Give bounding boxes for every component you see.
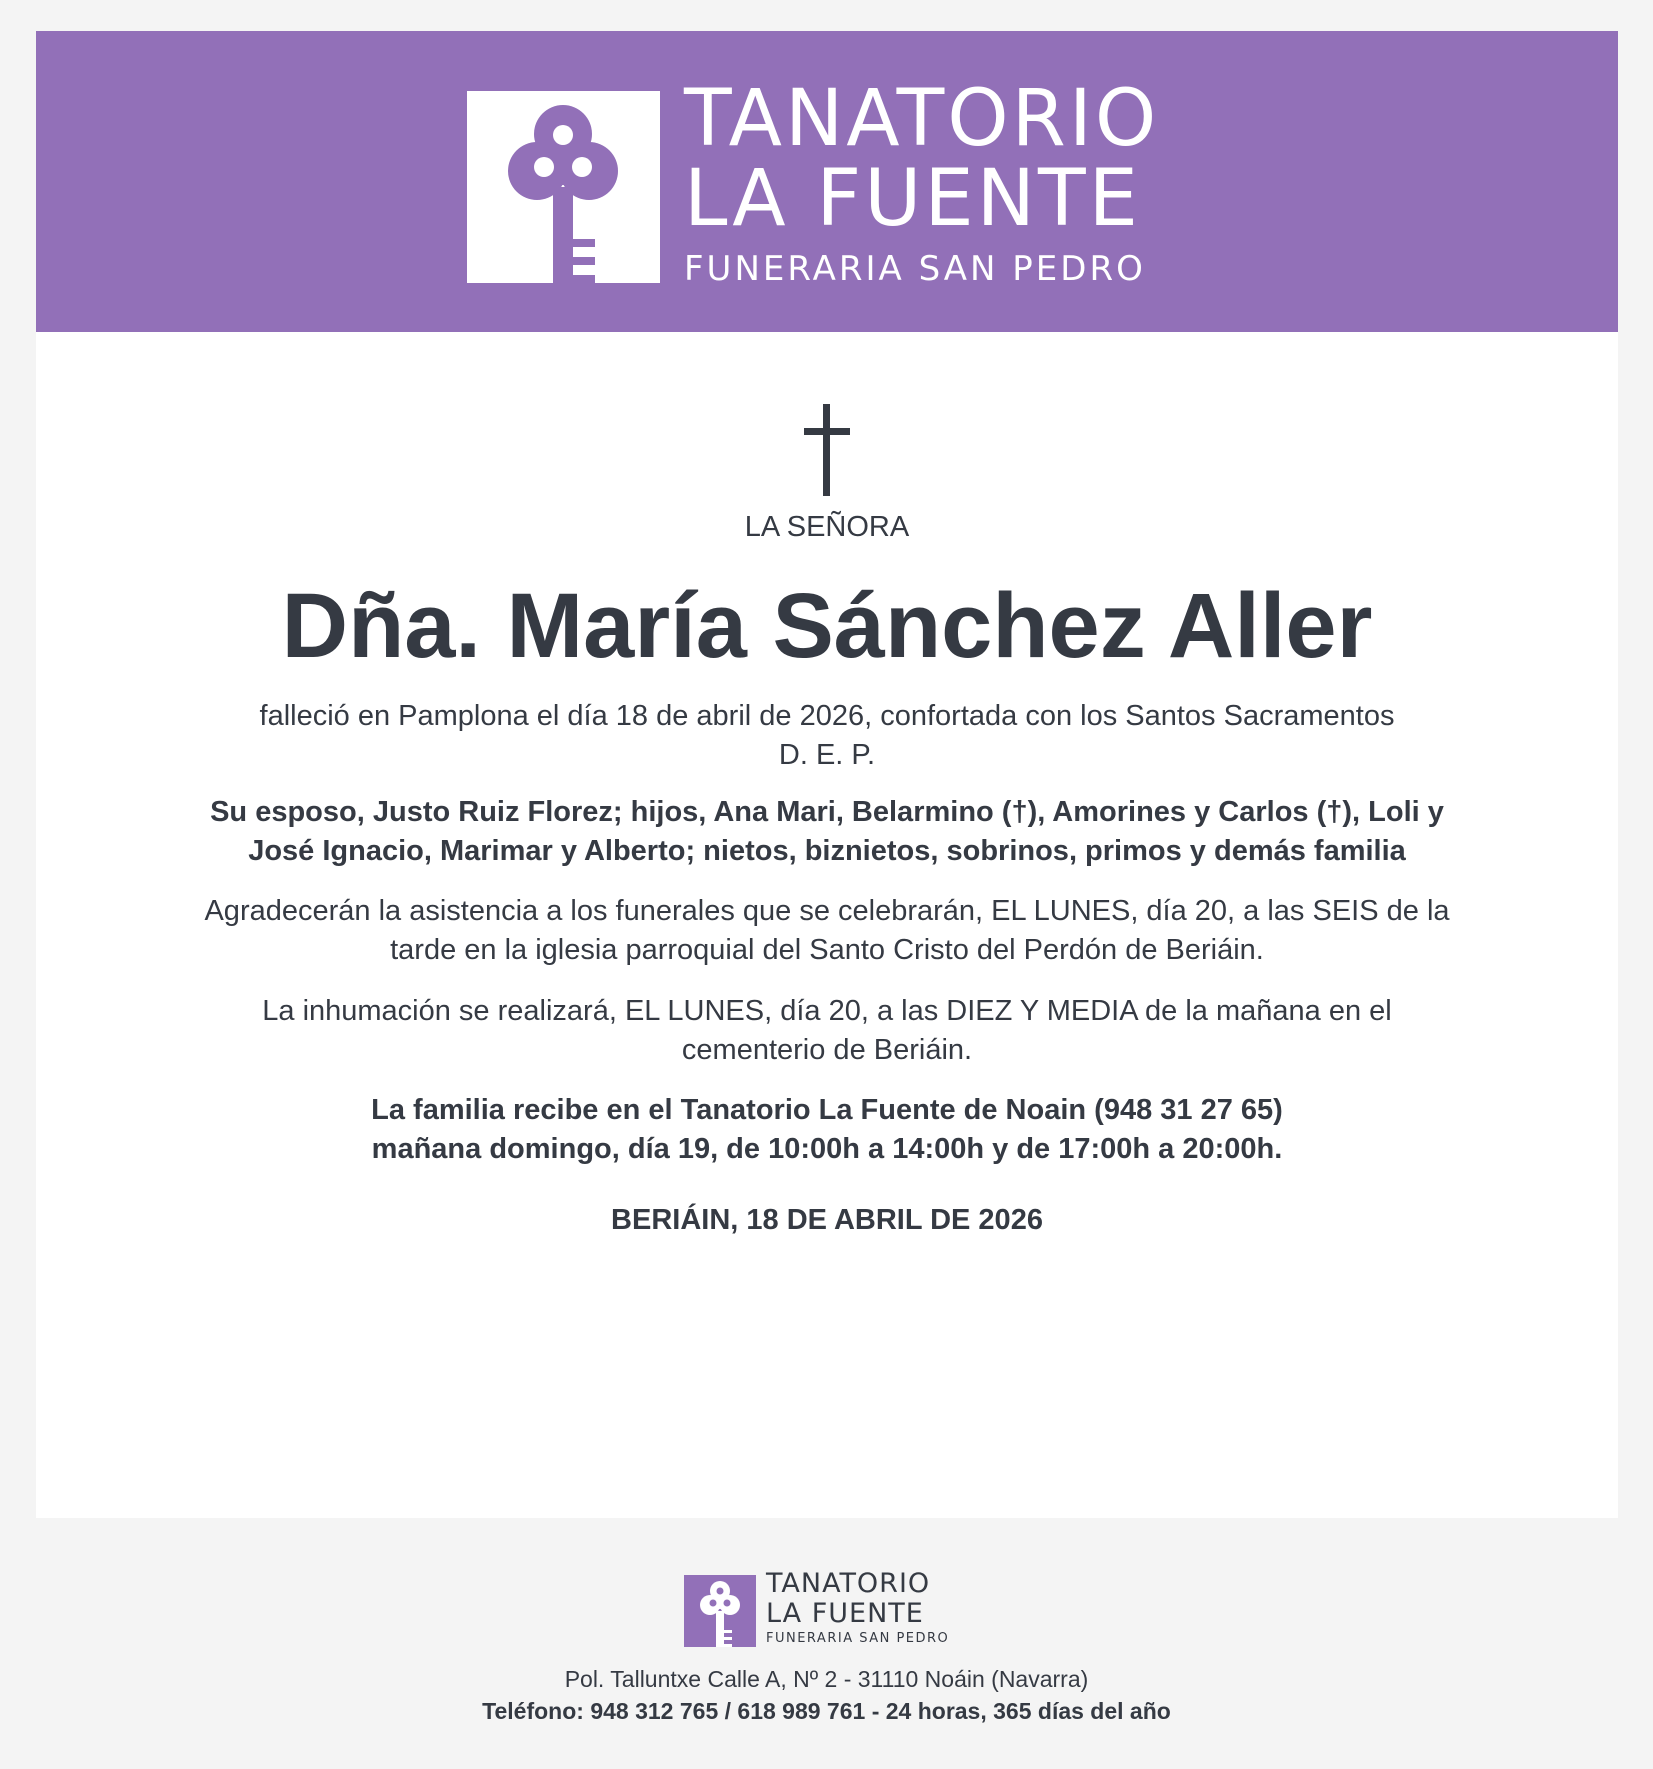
header-banner [36, 31, 1618, 332]
burial-line-2: cementerio de Beriáin. [681, 1034, 973, 1066]
death-line-1: falleció en Pamplona el día 18 de abril de 2026, confortada con los Santos Sacramentos [259, 700, 1395, 732]
burial-line-1: La inhumación se realizará, EL LUNES, día 20, a las DIEZ Y MEDIA de la mañana en el [262, 995, 1392, 1027]
death-line-2: D. E. P. [778, 739, 876, 771]
family-line-1: Su esposo, Justo Ruiz Florez; hijos, Ana Mari, Belarmino (†), Amorines y Carlos (†), Loli y [210, 796, 1444, 828]
footer-phone: Teléfono: 948 312 765 / 618 989 761 - 24 horas, 365 días del año [482, 1698, 1171, 1724]
brand-wordmark [684, 74, 1160, 289]
reception-paragraph [86, 1091, 1568, 1169]
reception-line-2: mañana domingo, día 19, de 10:00h a 14:00h y de 17:00h a 20:00h. [371, 1133, 1283, 1165]
place-date: BERIÁIN, 18 DE ABRIL DE 2026 [611, 1204, 1043, 1236]
reception-line-1: La familia recibe en el Tanatorio La Fuente de Noain (948 31 27 65) [371, 1094, 1283, 1126]
obituary-card [36, 31, 1618, 1518]
footer-brand-line-3: FUNERARIA SAN PEDRO [766, 1631, 950, 1646]
key-icon [684, 1575, 756, 1647]
footer-brand-line-1: TANATORIO [766, 1568, 931, 1599]
footer-logo-box [684, 1575, 756, 1647]
key-icon [467, 91, 660, 283]
footer-brand-line-2: LA FUENTE [766, 1598, 924, 1629]
brand-line-2: LA FUENTE [684, 154, 1141, 244]
cross-icon [802, 404, 852, 496]
brand-line-1: TANATORIO [684, 74, 1160, 164]
family-paragraph [86, 793, 1568, 871]
family-line-2: José Ignacio, Marimar y Alberto; nietos, biznietos, sobrinos, primos y demás familia [248, 835, 1406, 867]
funeral-paragraph [86, 892, 1568, 970]
burial-paragraph [86, 992, 1568, 1070]
brand-line-3: FUNERARIA SAN PEDRO [684, 249, 1146, 289]
title-prefix: LA SEÑORA [744, 511, 910, 543]
footer-address: Pol. Talluntxe Calle A, Nº 2 - 31110 Noáin (Navarra) [564, 1666, 1089, 1692]
logo-box [467, 91, 660, 283]
funeral-line-1: Agradecerán la asistencia a los funerales que se celebrarán, EL LUNES, día 20, a las SEIS de la [204, 895, 1450, 927]
death-paragraph [86, 697, 1568, 775]
funeral-line-2: tarde en la iglesia parroquial del Santo Cristo del Perdón de Beriáin. [390, 934, 1264, 966]
deceased-name: Dña. María Sánchez Aller [281, 575, 1373, 677]
footer-brand-wordmark [766, 1569, 949, 1647]
